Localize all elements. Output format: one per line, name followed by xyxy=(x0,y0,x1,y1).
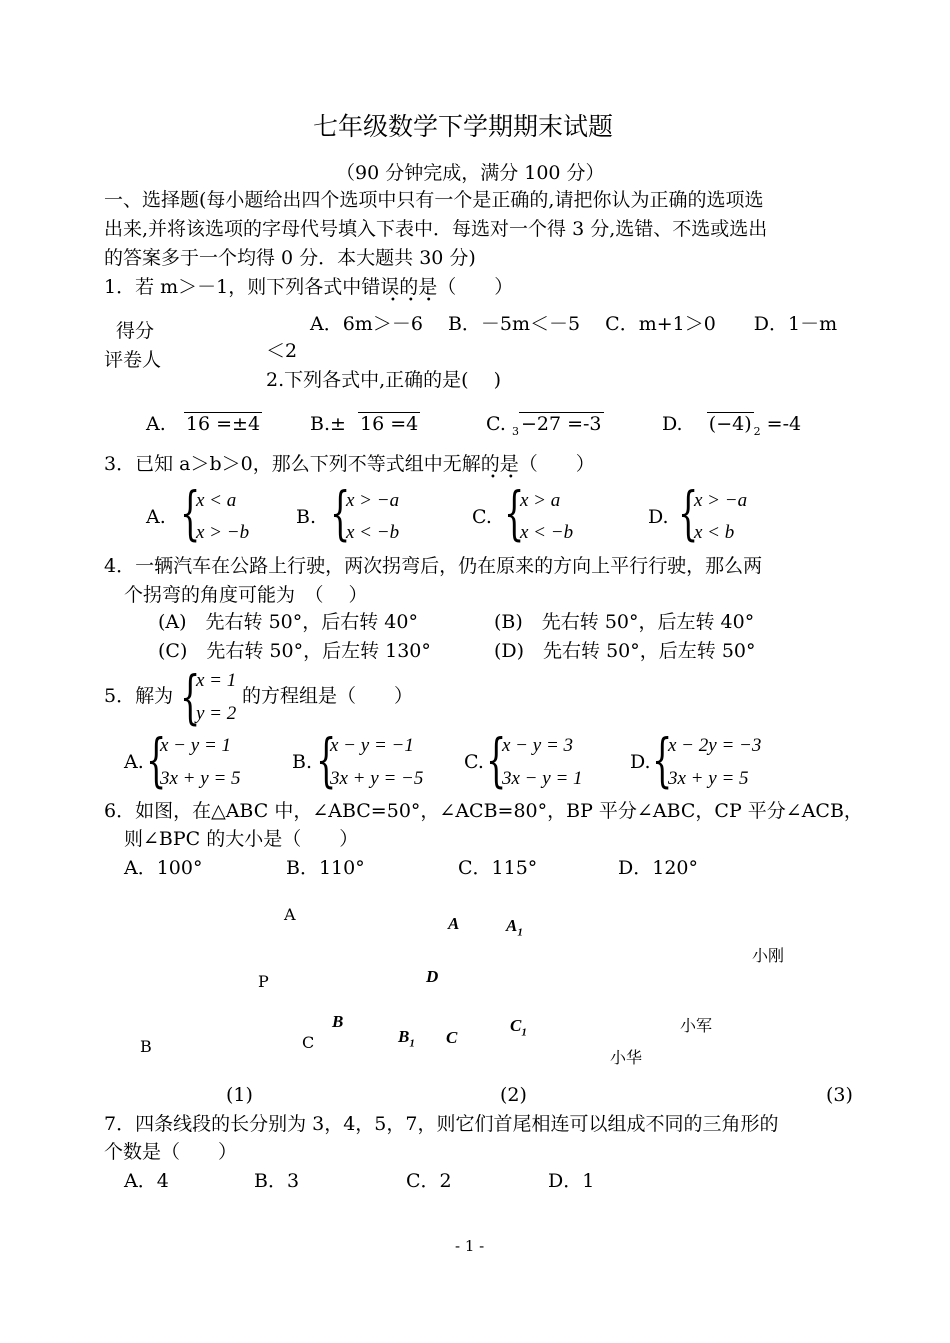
q5-option-b-line2: 3x + y = −5 xyxy=(330,768,424,789)
fig1-label-p: P xyxy=(258,972,269,991)
q5-option-a-line1: x − y = 1 xyxy=(160,735,232,756)
q3-option-b-label: B. xyxy=(296,506,317,528)
q1-options: A．6m＞－6 B．－5m＜－5 C．m+1＞0 D．1－m xyxy=(310,313,838,335)
q3-option-c-label: C. xyxy=(472,506,492,528)
q3-option-b-line1: x > −a xyxy=(346,490,400,511)
section-instructions-line-3: 的答案多于一个均得 0 分．本大题共 30 分) xyxy=(104,247,476,269)
fig2-label-b: B xyxy=(332,1012,344,1031)
q3-option-c-brace: { xyxy=(504,479,525,547)
q2-option-c-index: 3 xyxy=(511,424,519,438)
q2-option-b xyxy=(310,412,420,435)
q2-option-a-expr: 16 =±4 xyxy=(185,413,261,435)
score-label: 得分 xyxy=(116,320,155,342)
fig1-label-c: C xyxy=(302,1033,315,1052)
fig2-label-a1-letter: A xyxy=(506,916,518,935)
fig1-label-a: A xyxy=(284,905,296,924)
q3-option-c-line1: x > a xyxy=(520,490,561,511)
q6-option-a: A．100° xyxy=(124,857,203,879)
q5-option-a-brace: { xyxy=(146,726,167,794)
q5-option-d-brace: { xyxy=(652,726,673,794)
q5-option-b-label: B. xyxy=(292,751,313,773)
fig2-label-c1 xyxy=(510,1016,527,1038)
q2-option-a-label: A. xyxy=(146,413,166,435)
q1-options-wrap: ＜2 xyxy=(266,340,298,362)
fig3-label-xiaojun: 小军 xyxy=(680,1016,713,1035)
page-subtitle: （90 分钟完成，满分 100 分） xyxy=(336,162,605,184)
q2-option-c-expr: −27 =-3 xyxy=(520,413,602,435)
q6-option-b: B．110° xyxy=(286,857,365,879)
fig3-label-xiaogang: 小刚 xyxy=(752,946,785,965)
section-instructions-line-2: 出来,并将该选项的字母代号填入下表中．每选对一个得 3 分,选错、不选或选出 xyxy=(104,218,768,240)
fig2-label-c: C xyxy=(446,1028,458,1047)
q2-option-d xyxy=(662,412,801,443)
fig2-label-a1 xyxy=(506,916,523,938)
page-number: - 1 - xyxy=(455,1237,485,1255)
q7-stem-line-2: 个数是（ ） xyxy=(104,1141,238,1163)
q3-option-d-label: D. xyxy=(648,506,669,528)
q5-option-d-line1: x − 2y = −3 xyxy=(668,735,762,756)
q5-solution-x: x = 1 xyxy=(196,670,237,691)
q2-option-d-rest: =-4 xyxy=(766,413,802,435)
q6-option-c: C．115° xyxy=(458,857,538,879)
page-title: 七年级数学下学期期末试题 xyxy=(313,112,614,141)
q3-option-d-brace: { xyxy=(678,479,699,547)
fig1-caption: (1) xyxy=(226,1084,253,1106)
fig1-label-b: B xyxy=(140,1037,152,1056)
q1-stem: 1．若 m＞－1，则下列各式中错误的是（ ） xyxy=(104,276,514,298)
fig2-label-b1-sub: 1 xyxy=(409,1037,415,1050)
q7-stem-line-1: 7．四条线段的长分别为 3，4，5，7，则它们首尾相连可以组成不同的三角形的 xyxy=(104,1113,779,1135)
q2-option-d-label: D. xyxy=(662,413,683,435)
q2-stem: 2.下列各式中,正确的是( ) xyxy=(266,369,502,391)
q2-option-c xyxy=(486,412,604,443)
q4-option-a: (A) 先右转 50°，后右转 40° xyxy=(158,611,418,633)
q7-option-a: A．4 xyxy=(124,1170,169,1192)
q3-stem: 3．已知 a＞b＞0，那么下列不等式组中无解的是（ ） xyxy=(104,453,595,475)
q5-option-d-line2: 3x + y = 5 xyxy=(668,768,749,789)
q3-emphasis-dots: •• xyxy=(490,472,526,483)
q2-option-d-exp: 2 xyxy=(753,424,761,438)
q3-option-c-line2: x < −b xyxy=(520,522,574,543)
q2-option-b-expr: 16 =4 xyxy=(360,413,419,435)
q4-option-c: (C) 先右转 50°，后左转 130° xyxy=(158,640,431,662)
q3-option-a-brace: { xyxy=(180,479,201,547)
q5-option-d-label: D. xyxy=(630,751,651,773)
q5-option-c-label: C. xyxy=(464,751,484,773)
q5-option-b-line1: x − y = −1 xyxy=(330,735,414,756)
q5-option-a-line2: 3x + y = 5 xyxy=(160,768,241,789)
q5-suffix: 的方程组是（ ） xyxy=(242,685,414,707)
section-instructions-line-1: 一、选择题(每小题给出四个选项中只有一个是正确的,请把你认为正确的选项选 xyxy=(104,189,764,211)
q5-solution-y: y = 2 xyxy=(196,703,237,724)
q3-option-a-line1: x < a xyxy=(196,490,237,511)
q7-option-c: C．2 xyxy=(406,1170,452,1192)
q3-option-d-line2: x < b xyxy=(694,522,735,543)
q3-option-d-line1: x > −a xyxy=(694,490,748,511)
q7-option-b: B．3 xyxy=(254,1170,300,1192)
fig2-caption: (2) xyxy=(500,1084,527,1106)
q5-option-c-line1: x − y = 3 xyxy=(502,735,574,756)
grader-label: 评卷人 xyxy=(104,349,162,371)
fig2-label-d: D xyxy=(426,967,439,986)
fig2-label-a: A xyxy=(448,914,460,933)
fig2-label-b1 xyxy=(398,1027,415,1049)
fig3-label-xiaohua: 小华 xyxy=(610,1048,643,1067)
q6-option-d: D．120° xyxy=(618,857,698,879)
q4-stem-line-1: 4．一辆汽车在公路上行驶，两次拐弯后，仍在原来的方向上平行行驶，那么两 xyxy=(104,555,763,577)
q2-option-a xyxy=(146,412,262,435)
q5-option-b-brace: { xyxy=(316,726,337,794)
q3-option-b-brace: { xyxy=(330,479,351,547)
fig2-label-c1-sub: 1 xyxy=(521,1026,527,1039)
q2-option-b-label: B.± xyxy=(310,413,346,435)
q6-stem-line-1: 6．如图，在△ABC 中，∠ABC=50°，∠ACB=80°，BP 平分∠ABC，CP 平分∠ACB， xyxy=(104,800,863,822)
q5-prefix: 5．解为 xyxy=(104,685,174,707)
fig2-label-a1-sub: 1 xyxy=(517,926,523,939)
q2-option-c-label: C. xyxy=(486,413,506,435)
q5-option-a-label: A. xyxy=(124,751,144,773)
q7-option-d: D．1 xyxy=(548,1170,595,1192)
q4-option-d: (D) 先右转 50°，后左转 50° xyxy=(494,640,756,662)
q5-option-c-line2: 3x − y = 1 xyxy=(502,768,583,789)
q2-option-d-expr: (−4) xyxy=(708,413,752,435)
fig3-caption: (3) xyxy=(826,1084,853,1106)
q3-option-a-label: A. xyxy=(146,506,166,528)
fig2-label-b1-letter: B xyxy=(398,1027,410,1046)
q3-option-a-line2: x > −b xyxy=(196,522,250,543)
q5-option-c-brace: { xyxy=(486,726,507,794)
q5-solution-brace: { xyxy=(180,663,201,731)
fig2-label-c1-letter: C xyxy=(510,1016,522,1035)
q4-stem-line-2: 个拐弯的角度可能为 （ ） xyxy=(124,584,368,606)
q4-option-b: (B) 先右转 50°，后左转 40° xyxy=(494,611,755,633)
q1-emphasis-dots: ••• xyxy=(390,295,444,306)
q3-option-b-line2: x < −b xyxy=(346,522,400,543)
q6-stem-line-2: 则∠BPC 的大小是（ ） xyxy=(124,828,359,850)
